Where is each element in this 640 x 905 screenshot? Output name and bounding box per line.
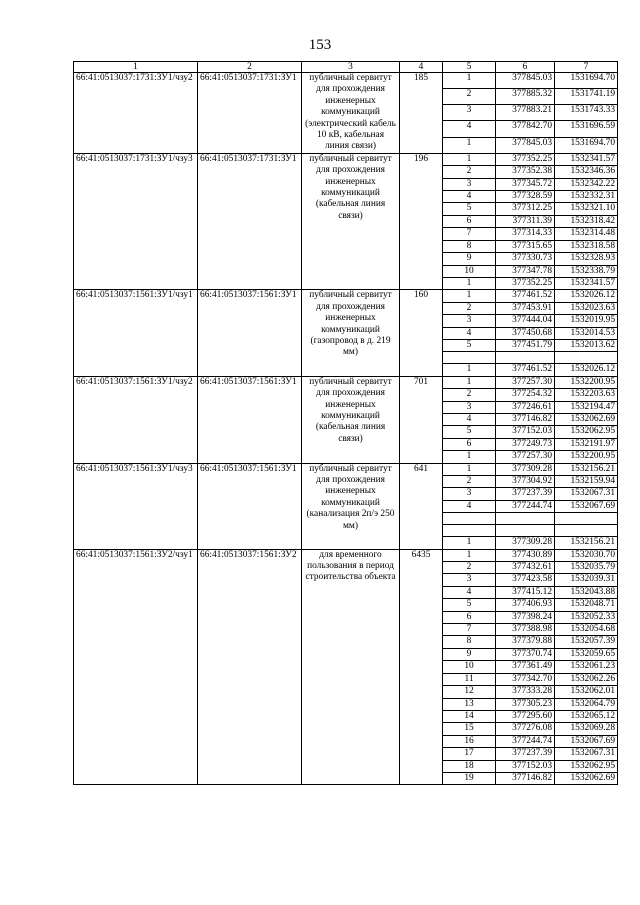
coordinate-x: 377345.72 xyxy=(496,178,555,190)
coordinate-y: 1531696.59 xyxy=(555,121,618,137)
point-number xyxy=(443,513,496,525)
point-number: 5 xyxy=(443,203,496,215)
coordinate-y: 1532067.31 xyxy=(555,488,618,500)
area-value: 160 xyxy=(400,290,443,376)
point-number: 7 xyxy=(443,624,496,636)
area-value: 196 xyxy=(400,153,443,289)
coordinate-x: 377453.91 xyxy=(496,302,555,314)
source-parcel-number: 66:41:0513037:1731:ЗУ1 xyxy=(198,73,302,154)
point-number: 11 xyxy=(443,673,496,685)
source-parcel-number: 66:41:0513037:1561:ЗУ1 xyxy=(198,463,302,549)
coordinate-x: 377246.61 xyxy=(496,401,555,413)
purpose-text: публичный сервитут для прохождения инженерных коммуникаций (канализация 2п/э 250 мм) xyxy=(302,463,400,549)
coordinate-y: 1532057.39 xyxy=(555,636,618,648)
coordinate-x: 377146.82 xyxy=(496,772,555,784)
coordinate-y: 1532039.31 xyxy=(555,574,618,586)
point-number: 12 xyxy=(443,686,496,698)
coordinate-y: 1532067.69 xyxy=(555,735,618,747)
coordinate-x: 377333.28 xyxy=(496,686,555,698)
coordinate-x: 377352.25 xyxy=(496,153,555,165)
point-number: 15 xyxy=(443,723,496,735)
purpose-text: публичный сервитут для прохождения инженерных коммуникаций (газопровод в д. 219 мм) xyxy=(302,290,400,376)
coordinate-y: 1532062.01 xyxy=(555,686,618,698)
point-number: 4 xyxy=(443,413,496,425)
coordinate-y: 1532328.93 xyxy=(555,253,618,265)
point-number: 3 xyxy=(443,105,496,121)
table-row xyxy=(74,290,618,302)
coordinate-y: 1532321.10 xyxy=(555,203,618,215)
coordinate-x: 377146.82 xyxy=(496,413,555,425)
coordinate-x: 377423.58 xyxy=(496,574,555,586)
coordinate-x: 377352.25 xyxy=(496,277,555,289)
point-number: 3 xyxy=(443,574,496,586)
coordinate-x: 377314.33 xyxy=(496,228,555,240)
coordinate-y: 1532061.23 xyxy=(555,661,618,673)
coordinate-y: 1532194.47 xyxy=(555,401,618,413)
coordinate-y: 1532341.57 xyxy=(555,277,618,289)
coordinate-x: 377461.52 xyxy=(496,364,555,376)
point-number: 2 xyxy=(443,476,496,488)
point-number: 5 xyxy=(443,426,496,438)
point-number: 10 xyxy=(443,661,496,673)
coordinate-y xyxy=(555,525,618,537)
coordinate-y: 1532062.69 xyxy=(555,772,618,784)
coordinate-y: 1532318.42 xyxy=(555,215,618,227)
point-number: 1 xyxy=(443,549,496,561)
coordinate-x xyxy=(496,352,555,364)
point-number: 2 xyxy=(443,562,496,574)
coordinate-x xyxy=(496,525,555,537)
coordinate-x: 377883.21 xyxy=(496,105,555,121)
coordinate-y: 1532013.62 xyxy=(555,339,618,351)
coordinate-y: 1532314.48 xyxy=(555,228,618,240)
coordinate-x: 377845.03 xyxy=(496,73,555,89)
point-number: 8 xyxy=(443,636,496,648)
coordinate-y: 1532062.69 xyxy=(555,413,618,425)
cadastral-part-number: 66:41:0513037:1731:ЗУ1/чзу3 xyxy=(74,153,198,289)
point-number: 14 xyxy=(443,710,496,722)
coordinate-y: 1531694.70 xyxy=(555,73,618,89)
coordinate-x: 377257.30 xyxy=(496,376,555,388)
source-parcel-number: 66:41:0513037:1731:ЗУ1 xyxy=(198,153,302,289)
coordinate-x: 377842.70 xyxy=(496,121,555,137)
coordinate-x: 377444.04 xyxy=(496,315,555,327)
coordinate-x: 377398.24 xyxy=(496,611,555,623)
coordinate-y: 1532014.53 xyxy=(555,327,618,339)
table-row xyxy=(74,73,618,89)
coordinate-y: 1532064.79 xyxy=(555,698,618,710)
coordinate-y: 1532062.95 xyxy=(555,426,618,438)
coordinate-y: 1532026.12 xyxy=(555,364,618,376)
coordinate-x: 377254.32 xyxy=(496,389,555,401)
coordinate-x: 377347.78 xyxy=(496,265,555,277)
point-number: 4 xyxy=(443,121,496,137)
table-row xyxy=(74,153,618,165)
area-value: 185 xyxy=(400,73,443,154)
coordinate-x: 377152.03 xyxy=(496,760,555,772)
cadastral-part-number: 66:41:0513037:1731:ЗУ1/чзу2 xyxy=(74,73,198,154)
coordinate-x: 377295.60 xyxy=(496,710,555,722)
point-number: 5 xyxy=(443,599,496,611)
table-row xyxy=(74,549,618,561)
point-number: 1 xyxy=(443,153,496,165)
coordinate-x: 377237.39 xyxy=(496,488,555,500)
coordinate-y: 1532200.95 xyxy=(555,376,618,388)
coordinate-y: 1531741.19 xyxy=(555,89,618,105)
cadastral-part-number: 66:41:0513037:1561:ЗУ1/чзу2 xyxy=(74,376,198,463)
coordinate-y xyxy=(555,352,618,364)
point-number: 4 xyxy=(443,327,496,339)
point-number: 3 xyxy=(443,315,496,327)
coordinate-y: 1532019.95 xyxy=(555,315,618,327)
coordinate-x: 377342.70 xyxy=(496,673,555,685)
coordinate-x: 377461.52 xyxy=(496,290,555,302)
page-number: 153 xyxy=(308,37,332,53)
header-col-4: 4 xyxy=(400,62,443,73)
point-number: 1 xyxy=(443,290,496,302)
coordinate-y: 1532054.68 xyxy=(555,624,618,636)
coordinate-y: 1532023.63 xyxy=(555,302,618,314)
point-number: 1 xyxy=(443,376,496,388)
point-number: 6 xyxy=(443,438,496,450)
header-col-5: 5 xyxy=(443,62,496,73)
point-number: 16 xyxy=(443,735,496,747)
coordinate-x: 377309.28 xyxy=(496,537,555,549)
coordinate-x: 377451.79 xyxy=(496,339,555,351)
coordinate-y: 1532156.21 xyxy=(555,537,618,549)
coordinate-x: 377328.59 xyxy=(496,191,555,203)
coordinate-x: 377379.88 xyxy=(496,636,555,648)
point-number: 1 xyxy=(443,537,496,549)
coordinate-y: 1532062.26 xyxy=(555,673,618,685)
coordinate-x: 377430.89 xyxy=(496,549,555,561)
point-number: 8 xyxy=(443,240,496,252)
point-number: 1 xyxy=(443,277,496,289)
coordinate-y: 1532159.94 xyxy=(555,476,618,488)
point-number: 6 xyxy=(443,611,496,623)
area-value: 701 xyxy=(400,376,443,463)
coordinate-x: 377361.49 xyxy=(496,661,555,673)
coordinate-x: 377309.28 xyxy=(496,463,555,475)
point-number: 2 xyxy=(443,89,496,105)
coordinate-x: 377432.61 xyxy=(496,562,555,574)
coordinate-x: 377311.39 xyxy=(496,215,555,227)
coordinate-y: 1532346.36 xyxy=(555,166,618,178)
header-col-6: 6 xyxy=(496,62,555,73)
area-value: 641 xyxy=(400,463,443,549)
purpose-text: для временного пользования в период строительства объекта xyxy=(302,549,400,785)
purpose-text: публичный сервитут для прохождения инженерных коммуникаций (кабельная линия связи) xyxy=(302,153,400,289)
point-number: 2 xyxy=(443,166,496,178)
coordinate-x: 377415.12 xyxy=(496,586,555,598)
coordinate-y: 1532065.12 xyxy=(555,710,618,722)
point-number: 3 xyxy=(443,488,496,500)
table-header-row xyxy=(74,62,618,73)
table-row xyxy=(74,463,618,475)
coordinate-y: 1531743.33 xyxy=(555,105,618,121)
coordinate-y: 1532026.12 xyxy=(555,290,618,302)
point-number: 1 xyxy=(443,73,496,89)
coordinates-table xyxy=(73,61,618,785)
coordinate-x: 377237.39 xyxy=(496,748,555,760)
coordinate-x: 377388.98 xyxy=(496,624,555,636)
coordinate-x: 377330.73 xyxy=(496,253,555,265)
coordinate-y: 1532062.95 xyxy=(555,760,618,772)
table-body xyxy=(74,73,618,785)
point-number: 6 xyxy=(443,215,496,227)
point-number xyxy=(443,525,496,537)
coordinate-y: 1532069.28 xyxy=(555,723,618,735)
coordinate-y: 1532203.63 xyxy=(555,389,618,401)
coordinate-y: 1532059.65 xyxy=(555,648,618,660)
coordinate-y: 1532338.79 xyxy=(555,265,618,277)
source-parcel-number: 66:41:0513037:1561:ЗУ1 xyxy=(198,376,302,463)
coordinate-y: 1532048.71 xyxy=(555,599,618,611)
point-number: 1 xyxy=(443,463,496,475)
coordinate-x: 377244.74 xyxy=(496,735,555,747)
coordinate-x: 377257.30 xyxy=(496,451,555,463)
coordinate-x: 377885.32 xyxy=(496,89,555,105)
coordinate-x: 377304.92 xyxy=(496,476,555,488)
coordinate-x: 377152.03 xyxy=(496,426,555,438)
point-number: 4 xyxy=(443,586,496,598)
point-number: 10 xyxy=(443,265,496,277)
coordinate-x: 377352.38 xyxy=(496,166,555,178)
coordinate-x: 377244.74 xyxy=(496,500,555,512)
point-number: 9 xyxy=(443,648,496,660)
point-number: 7 xyxy=(443,228,496,240)
coordinate-y: 1532035.79 xyxy=(555,562,618,574)
coordinate-x: 377276.08 xyxy=(496,723,555,735)
coordinate-y: 1532043.88 xyxy=(555,586,618,598)
point-number: 1 xyxy=(443,451,496,463)
coordinate-y: 1532052.33 xyxy=(555,611,618,623)
coordinate-y: 1532067.69 xyxy=(555,500,618,512)
coordinate-x: 377305.23 xyxy=(496,698,555,710)
coordinate-x: 377845.03 xyxy=(496,137,555,153)
coordinate-y: 1532156.21 xyxy=(555,463,618,475)
purpose-text: публичный сервитут для прохождения инженерных коммуникаций (кабельная линия связи) xyxy=(302,376,400,463)
point-number: 5 xyxy=(443,339,496,351)
coordinate-x xyxy=(496,513,555,525)
coordinate-x: 377406.93 xyxy=(496,599,555,611)
coordinate-y: 1531694.70 xyxy=(555,137,618,153)
area-value: 6435 xyxy=(400,549,443,785)
coordinate-y: 1532332.31 xyxy=(555,191,618,203)
coordinate-x: 377249.73 xyxy=(496,438,555,450)
header-col-1: 1 xyxy=(74,62,198,73)
coordinate-y: 1532200.95 xyxy=(555,451,618,463)
point-number: 17 xyxy=(443,748,496,760)
cadastral-part-number: 66:41:0513037:1561:ЗУ1/чзу1 xyxy=(74,290,198,376)
coordinate-x: 377312.25 xyxy=(496,203,555,215)
header-col-3: 3 xyxy=(302,62,400,73)
point-number xyxy=(443,352,496,364)
point-number: 18 xyxy=(443,760,496,772)
coordinate-x: 377315.65 xyxy=(496,240,555,252)
point-number: 4 xyxy=(443,191,496,203)
coordinate-x: 377450.68 xyxy=(496,327,555,339)
point-number: 2 xyxy=(443,389,496,401)
cadastral-part-number: 66:41:0513037:1561:ЗУ2/чзу1 xyxy=(74,549,198,785)
coordinate-y: 1532030.70 xyxy=(555,549,618,561)
header-col-2: 2 xyxy=(198,62,302,73)
point-number: 2 xyxy=(443,302,496,314)
header-col-7: 7 xyxy=(555,62,618,73)
coordinate-x: 377370.74 xyxy=(496,648,555,660)
coordinate-y xyxy=(555,513,618,525)
source-parcel-number: 66:41:0513037:1561:ЗУ1 xyxy=(198,290,302,376)
point-number: 19 xyxy=(443,772,496,784)
purpose-text: публичный сервитут для прохождения инженерных коммуникаций (электрический кабель 10 кВ, кабельная линия связи) xyxy=(302,73,400,154)
point-number: 4 xyxy=(443,500,496,512)
point-number: 13 xyxy=(443,698,496,710)
coordinate-y: 1532318.58 xyxy=(555,240,618,252)
coordinate-y: 1532341.57 xyxy=(555,153,618,165)
point-number: 1 xyxy=(443,364,496,376)
point-number: 9 xyxy=(443,253,496,265)
point-number: 3 xyxy=(443,178,496,190)
point-number: 3 xyxy=(443,401,496,413)
source-parcel-number: 66:41:0513037:1561:ЗУ2 xyxy=(198,549,302,785)
coordinate-y: 1532067.31 xyxy=(555,748,618,760)
point-number: 1 xyxy=(443,137,496,153)
coordinate-y: 1532191.97 xyxy=(555,438,618,450)
cadastral-part-number: 66:41:0513037:1561:ЗУ1/чзу3 xyxy=(74,463,198,549)
coordinate-y: 1532342.22 xyxy=(555,178,618,190)
table-row xyxy=(74,376,618,388)
